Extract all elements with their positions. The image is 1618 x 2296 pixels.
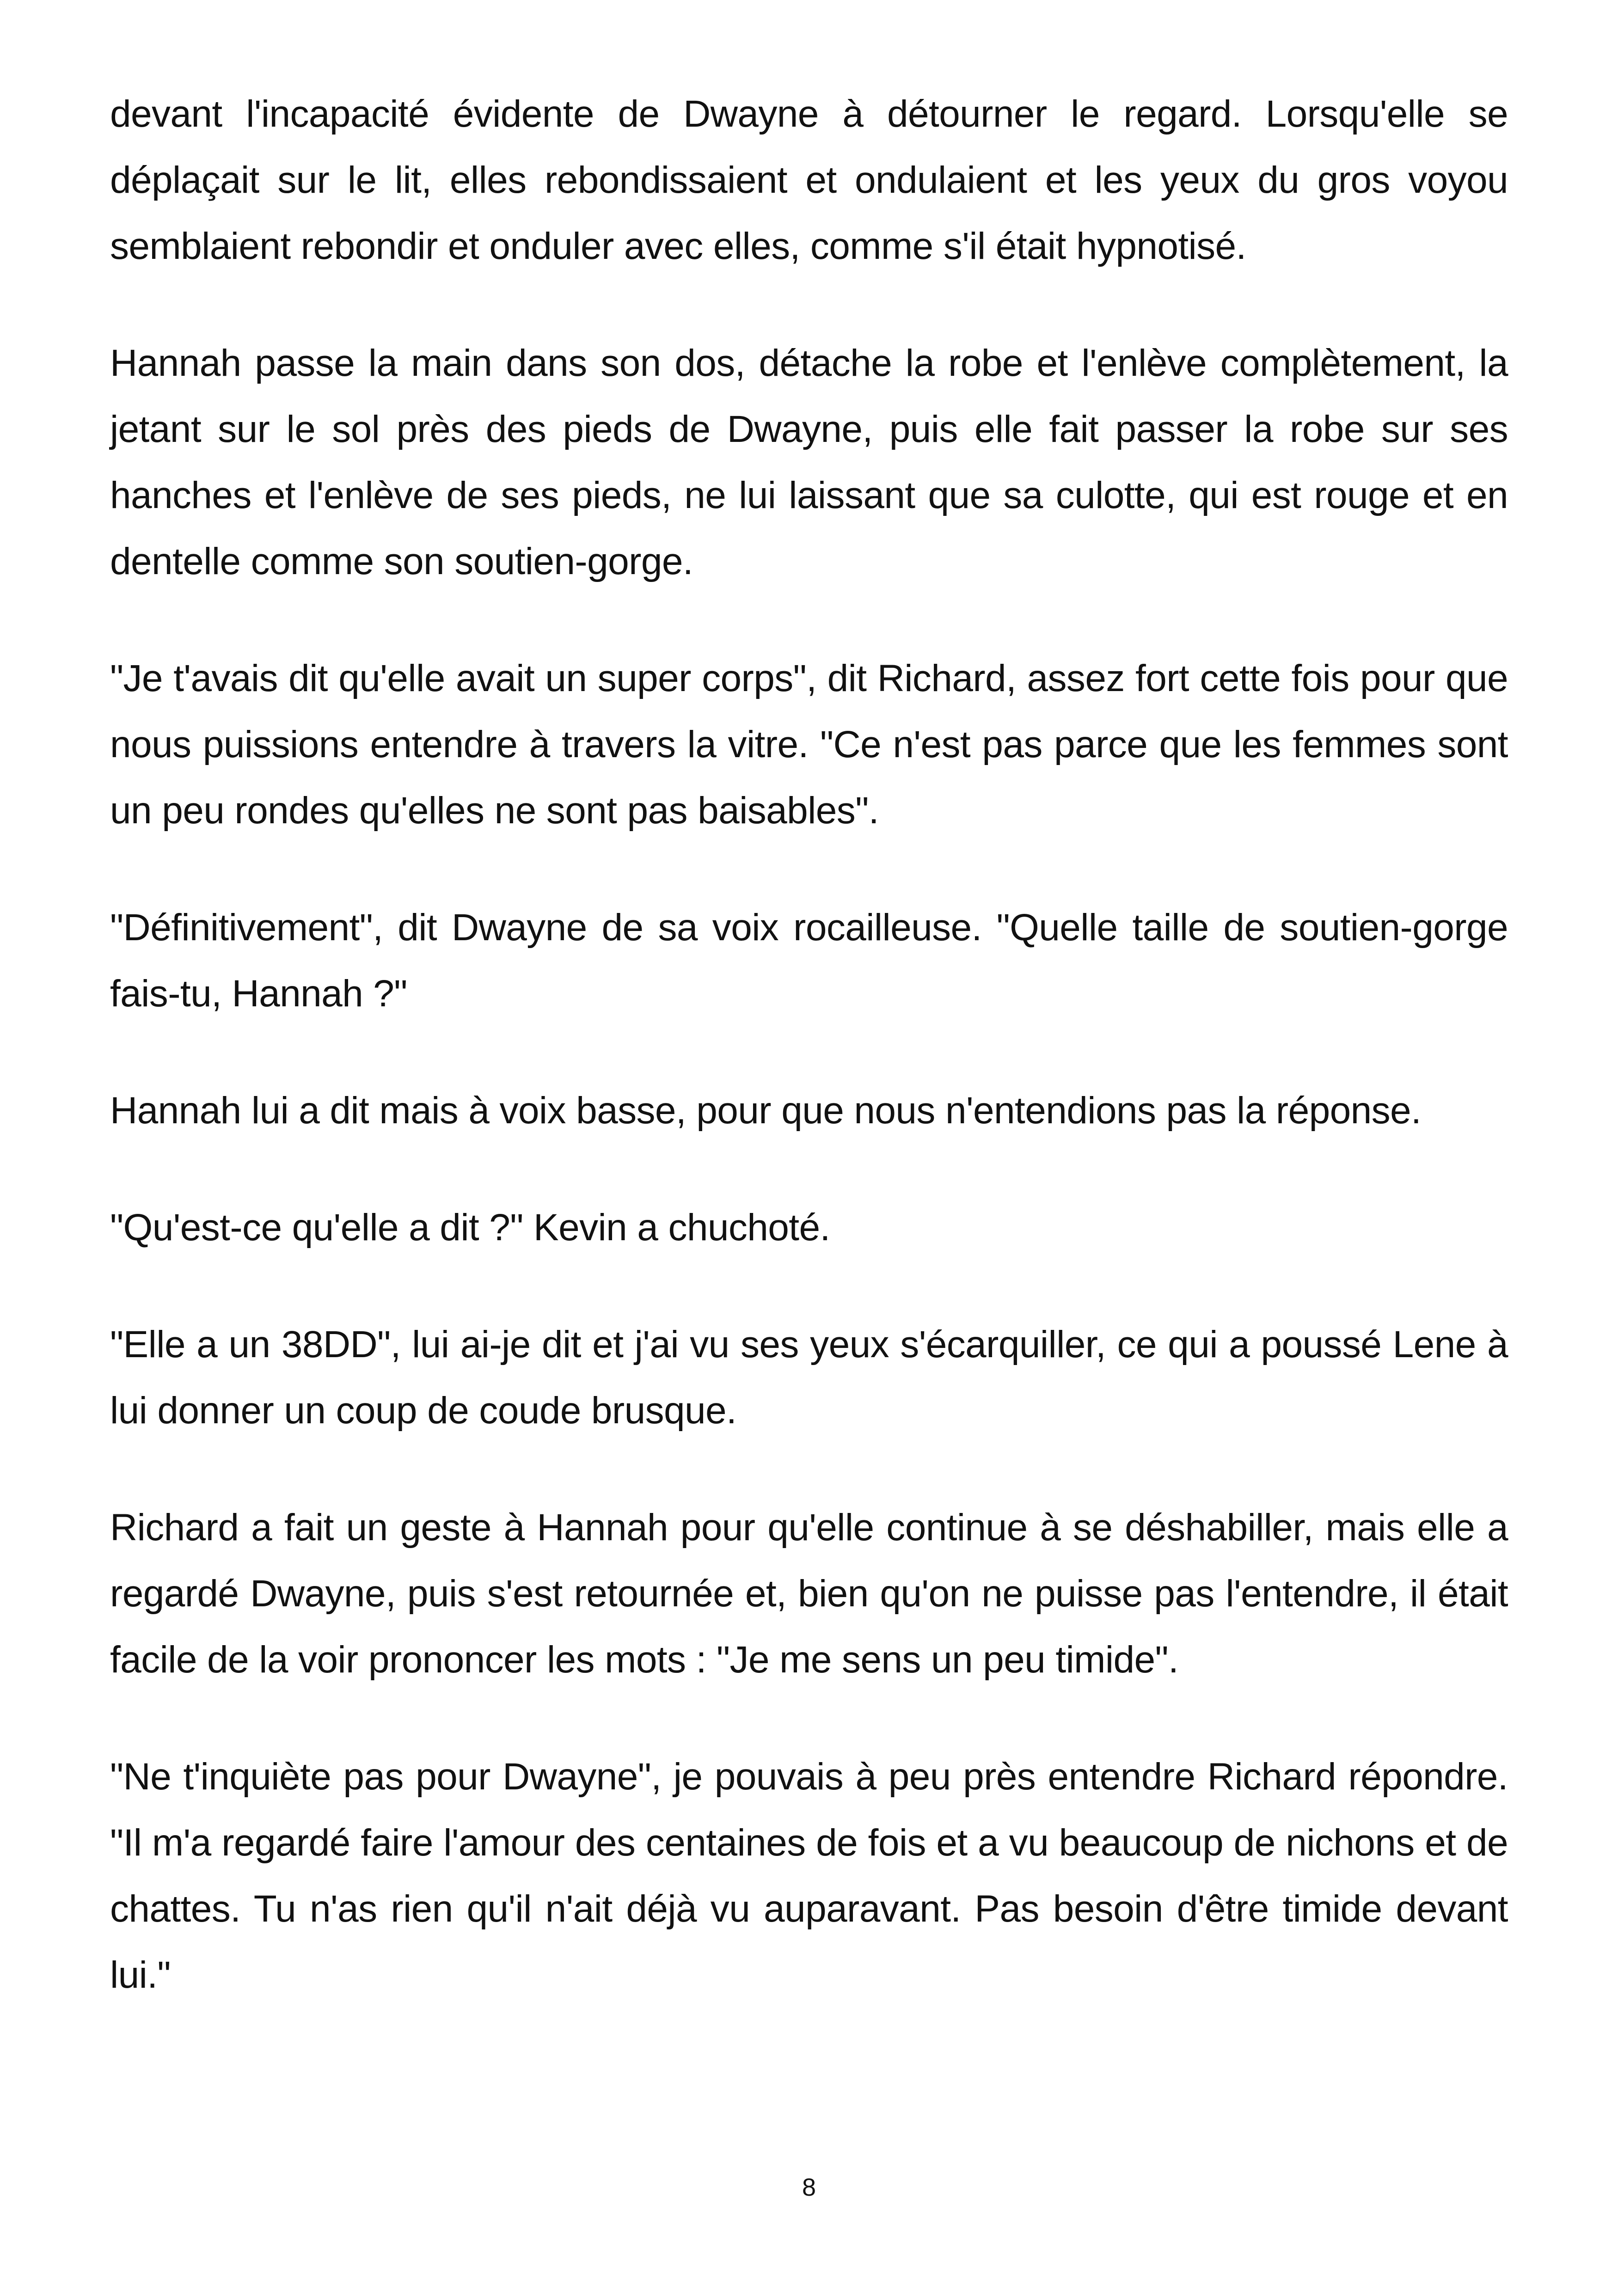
text-body [110, 81, 1508, 2008]
paragraph-8: Richard a fait un geste à Hannah pour qu'elle continue à se déshabiller, mais elle a regardé Dwayne, puis s'est retournée et, bien qu'on ne puisse pas l'entendre, il était facile de la voir prononcer les mots : "Je me sens un peu timide". [110, 1506, 1508, 1681]
paragraph-9: "Ne t'inquiète pas pour Dwayne", je pouvais à peu près entendre Richard répondre. "Il m'a regardé faire l'amour des centaines de fois et a vu beaucoup de nichons et de chattes. Tu n'as rien qu'il n'ait déjà vu auparavant. Pas besoin d'être timide devant lui." [110, 1756, 1508, 1996]
paragraph-6: "Qu'est-ce qu'elle a dit ?" Kevin a chuchoté. [110, 1206, 830, 1249]
paragraph-3: "Je t'avais dit qu'elle avait un super corps", dit Richard, assez fort cette fois pour que nous puissions entendre à travers la vitre. "Ce n'est pas parce que les femmes sont un peu rondes qu'elles ne sont pas baisables". [110, 657, 1508, 832]
page-number: 8 [802, 2174, 816, 2201]
paragraph-4: "Définitivement", dit Dwayne de sa voix rocailleuse. "Quelle taille de soutien-gorge fais-tu, Hannah ?" [110, 906, 1508, 1015]
paragraph-2: Hannah passe la main dans son dos, détache la robe et l'enlève complètement, la jetant sur le sol près des pieds de Dwayne, puis elle fait passer la robe sur ses hanches et l'enlève de ses pieds, ne lui laissant que sa culotte, qui est rouge et en dentelle comme son soutien-gorge. [110, 342, 1508, 582]
paragraph-5: Hannah lui a dit mais à voix basse, pour que nous n'entendions pas la réponse. [110, 1090, 1422, 1132]
paragraph-1: devant l'incapacité évidente de Dwayne à détourner le regard. Lorsqu'elle se déplaçait sur le lit, elles rebondissaient et ondulaient et les yeux du gros voyou semblaient rebondir et onduler avec elles, comme s'il était hypnotisé. [110, 93, 1508, 267]
paragraph-7: "Elle a un 38DD", lui ai-je dit et j'ai vu ses yeux s'écarquiller, ce qui a poussé Lene à lui donner un coup de coude brusque. [110, 1323, 1508, 1432]
